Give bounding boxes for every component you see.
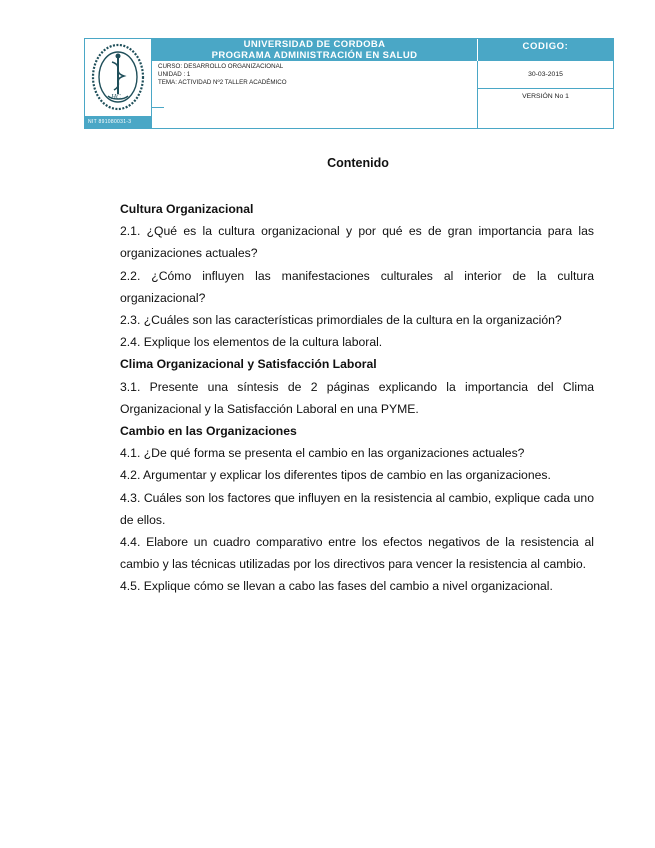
- question-item: 3.1. Presente una síntesis de 2 páginas explicando la importancia del Clima Organizacional y la Satisfacción Laboral en una PYME.: [120, 379, 594, 416]
- question-item: 2.1. ¿Qué es la cultura organizacional y por qué es de gran importancia para las organizaciones actuales?: [120, 224, 594, 261]
- institution-title: [152, 39, 478, 61]
- version-value: VERSIÓN No 1: [522, 93, 569, 100]
- info-divider: [152, 107, 164, 108]
- code-label: CODIGO:: [478, 39, 613, 61]
- question-item: 2.3. ¿Cuáles son las características primordiales de la cultura en la organización?: [120, 313, 562, 328]
- question-item: 4.2. Argumentar y explicar los diferentes tipos de cambio en las organizaciones.: [120, 468, 551, 483]
- date-value: 30-03-2015: [478, 61, 613, 89]
- content-body: [120, 198, 594, 598]
- logo-cell: [85, 39, 152, 128]
- university-name: UNIVERSIDAD DE CORDOBA: [243, 39, 386, 50]
- question-item: 4.1. ¿De qué forma se presenta el cambio en las organizaciones actuales?: [120, 446, 525, 461]
- document-header: [84, 38, 614, 129]
- content-title: Contenido: [327, 156, 389, 170]
- question-item: 2.4. Explique los elementos de la cultura laboral.: [120, 335, 383, 350]
- question-item: 2.2. ¿Cómo influyen las manifestaciones culturales al interior de la cultura organizacional?: [120, 268, 594, 305]
- svg-text:HC: HC: [111, 93, 121, 101]
- topic-line: TEMA: ACTIVIDAD Nº2 TALLER ACADÉMICO: [158, 79, 287, 87]
- question-item: 4.3. Cuáles son los factores que influyen en la resistencia al cambio, explique cada uno de ellos.: [120, 490, 594, 527]
- program-name: PROGRAMA ADMINISTRACIÓN EN SALUD: [211, 50, 418, 61]
- course-line: CURSO: DESARROLLO ORGANIZACIONAL: [158, 63, 284, 70]
- course-info: [152, 61, 478, 128]
- section-heading: Cambio en las Organizaciones: [120, 424, 297, 439]
- nit-label: NIT 891080031-3: [85, 116, 151, 128]
- university-seal-icon: [90, 42, 146, 112]
- section-heading: Cultura Organizacional: [120, 202, 254, 216]
- question-item: 4.5. Explique cómo se llevan a cabo las fases del cambio a nivel organizacional.: [120, 579, 553, 594]
- question-item: 4.4. Elabore un cuadro comparativo entre los efectos negativos de la resistencia al cambio y las técnicas utilizadas por los directivos para vencer la resistencia al cambio.: [120, 535, 594, 572]
- section-heading: Clima Organizacional y Satisfacción Laboral: [120, 357, 377, 372]
- unit-line: UNIDAD : 1: [158, 71, 191, 79]
